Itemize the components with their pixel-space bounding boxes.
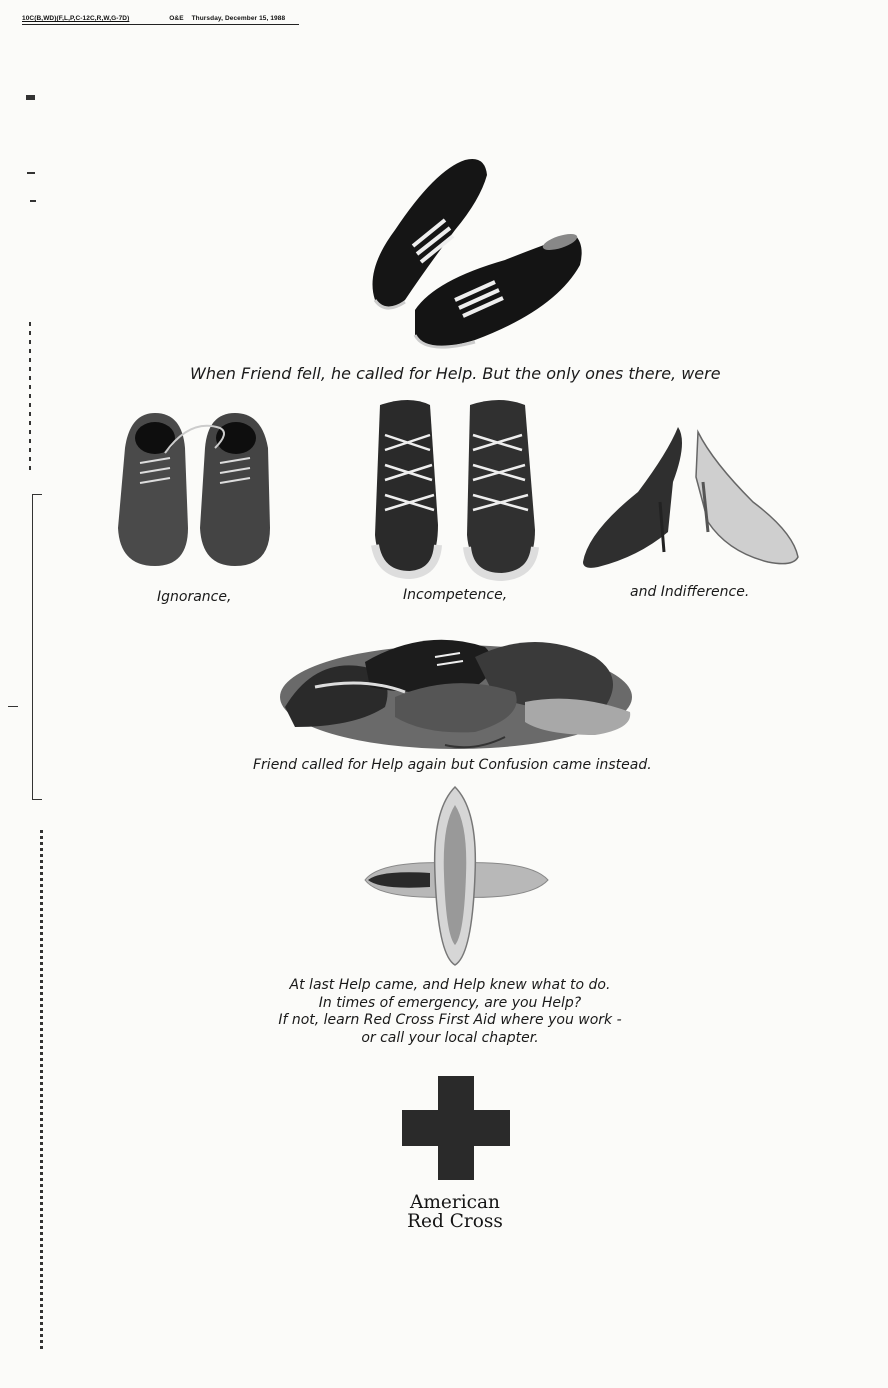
- page-date: Thursday, December 15, 1988: [191, 15, 286, 22]
- organization-logo-text: [380, 1193, 530, 1231]
- confusion-caption: Friend called for Help again but Confusion came instead.: [253, 757, 652, 773]
- confusion-shoe-pile-illustration: [275, 617, 637, 755]
- logo-line-2: Red Cross: [407, 1211, 503, 1232]
- page-code: 10C(B,WD)(F,L,P,C-12C,R,W,G-7D): [22, 15, 130, 22]
- logo-line-1: American: [410, 1192, 500, 1213]
- body-line: or call your local chapter.: [361, 1029, 539, 1046]
- ignorance-caption: Ignorance,: [157, 589, 232, 605]
- sneakers-illustration: [355, 150, 595, 360]
- body-copy: [250, 977, 650, 1047]
- section-label: O&E: [169, 15, 184, 22]
- incompetence-shoes-illustration: [370, 395, 560, 580]
- header-rule: [22, 24, 299, 25]
- incompetence-caption: Incompetence,: [403, 587, 508, 603]
- red-cross-symbol: [402, 1076, 510, 1180]
- scan-margin-artifacts: [0, 0, 60, 1388]
- ignorance-shoes-illustration: [110, 408, 280, 570]
- indifference-caption: and Indifference.: [630, 584, 750, 600]
- body-line: In times of emergency, are you Help?: [318, 994, 582, 1011]
- intro-caption: When Friend fell, he called for Help. But the only ones there, were: [190, 364, 721, 383]
- body-line: At last Help came, and Help knew what to do.: [289, 977, 611, 993]
- body-line: If not, learn Red Cross First Aid where you work -: [278, 1012, 622, 1028]
- help-shoes-illustration: [360, 785, 550, 967]
- indifference-shoes-illustration: [578, 422, 803, 572]
- page-header: [22, 15, 285, 22]
